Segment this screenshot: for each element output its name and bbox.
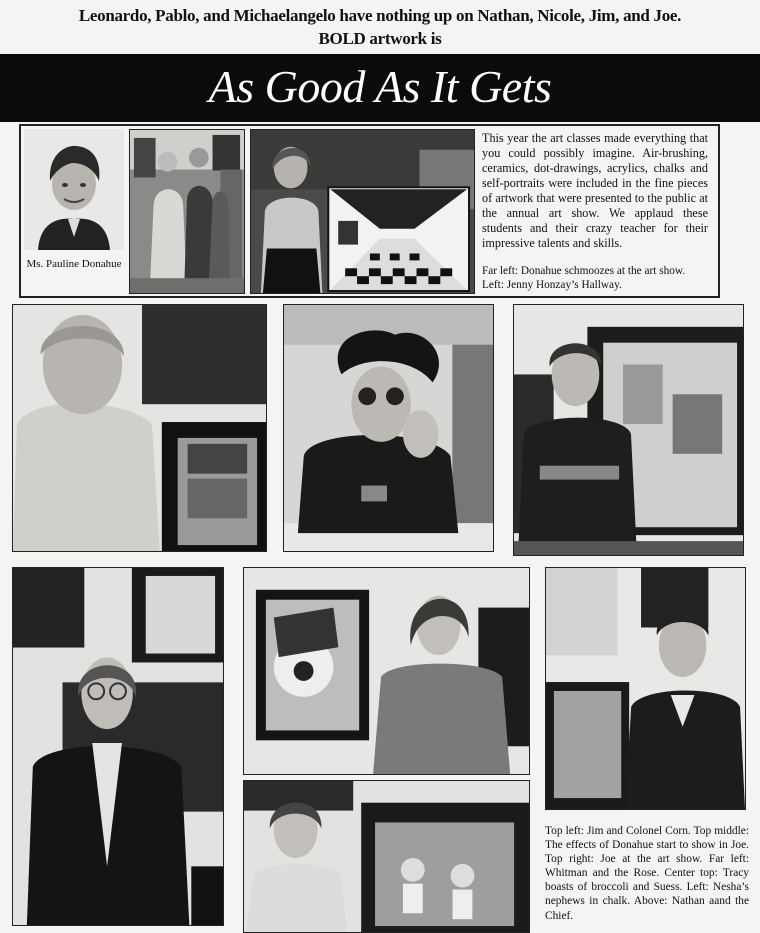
jim-colonel-corn-photo <box>12 304 267 552</box>
tracy-broccoli-photo <box>243 567 530 775</box>
hallway-artwork-photo <box>250 129 475 294</box>
joe-art-show-photo <box>513 304 744 556</box>
intro-photo-caption <box>482 264 712 292</box>
nesha-nephews-chalk-photo <box>243 780 530 933</box>
headline-line-2: BOLD artwork is <box>318 29 442 48</box>
intro-caption-line-1: Far left: Donahue schmoozes at the art show. <box>482 265 686 277</box>
banner-title: As Good As It Gets <box>208 61 552 112</box>
photo-captions-bottom: Top left: Jim and Colonel Corn. Top middle: The effects of Donahue start to show in Joe. Top right: Joe at the art show. Far left: Whitman and the Rose. Center top: Tracy boasts of broccoli and Suess. Left: Nesha’s nephews in chalk. Above: Nathan aand the Chief. <box>545 825 749 922</box>
teacher-portrait-photo <box>24 129 124 250</box>
intro-caption-line-2: Left: Jenny Honzay’s Hallway. <box>482 279 622 291</box>
nathan-chief-photo <box>545 567 746 810</box>
whitman-rose-photo <box>12 567 224 926</box>
title-banner <box>0 54 760 122</box>
art-show-crowd-photo <box>129 129 245 294</box>
teacher-caption: Ms. Pauline Donahue <box>26 258 122 270</box>
joe-donahue-effects-photo <box>283 304 494 552</box>
intro-paragraph: This year the art classes made everything that you could possibly imagine. Air-brushing, ceramics, dot-drawings, acrylics, chalks and self-portraits were included in the fine pieces of artwork that were presented to the public at the annual art show. We applaud these students and their crazy teacher for their impressive talents and skills. <box>482 131 708 250</box>
headline-line-1: Leonardo, Pablo, and Michaelangelo have nothing up on Nathan, Nicole, Jim, and Joe. <box>78 6 682 25</box>
